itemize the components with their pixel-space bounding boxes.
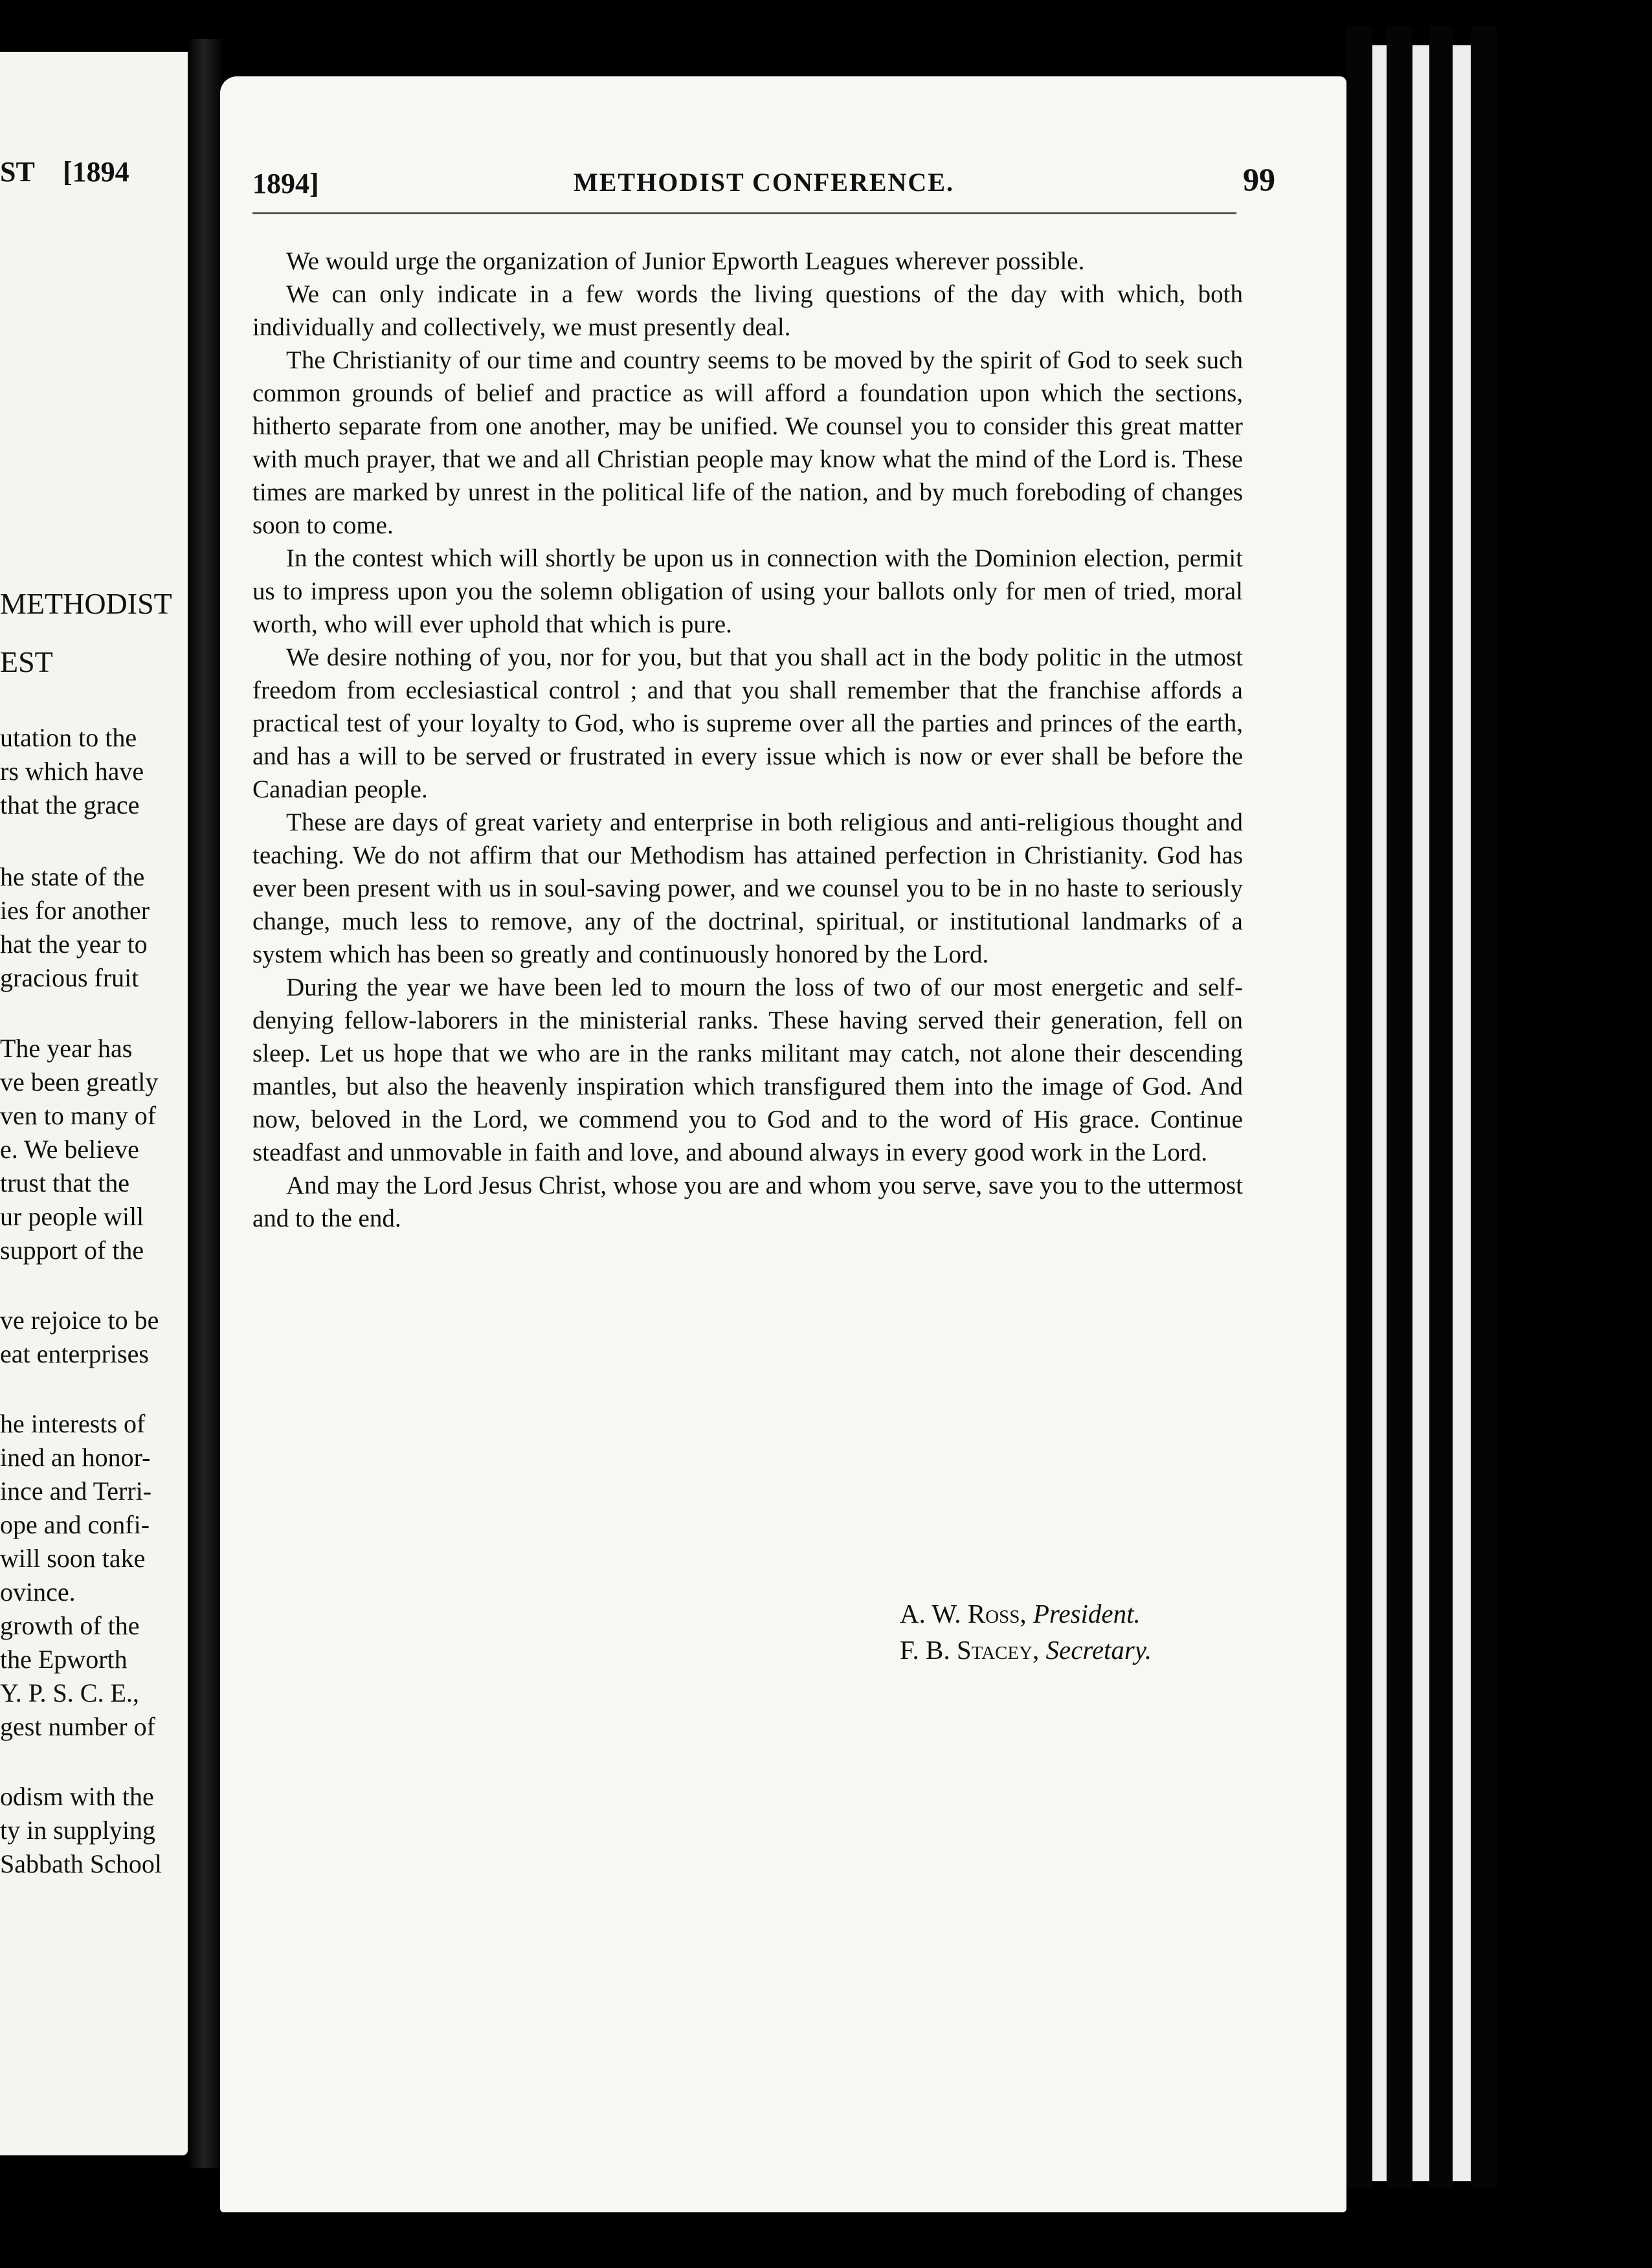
running-head-title: METHODIST CONFERENCE. xyxy=(573,168,954,197)
facing-page xyxy=(0,52,188,2155)
facing-page-line: support of the xyxy=(0,1236,144,1265)
facing-page-line: odism with the xyxy=(0,1782,154,1811)
facing-page-title-line: METHODIST xyxy=(0,587,172,620)
facing-page-line: ve rejoice to be xyxy=(0,1306,159,1335)
paragraph: In the contest which will shortly be upon us in connection with the Dominion election, permit us to impress upon you the solemn obligation of using your ballots only for men of tried, moral worth, who will ever uphold that which is pure. xyxy=(252,544,1243,638)
signature-surname: Stacey, xyxy=(956,1635,1040,1665)
page-number: 99 xyxy=(1243,161,1275,197)
facing-page-title-line: EST xyxy=(0,645,53,678)
page-edge xyxy=(1453,45,1471,2181)
facing-page-line: The year has xyxy=(0,1034,133,1063)
page-edge xyxy=(1387,26,1412,2188)
signature-initials: A. W. xyxy=(900,1599,961,1629)
facing-page-line: trust that the xyxy=(0,1168,129,1197)
facing-page-line: gracious fruit xyxy=(0,963,139,992)
paragraph: These are days of great variety and enterprise in both religious and anti-religious thought and teaching. We do not affirm that our Methodism has attained perfection in Christianity. God has ever been present with us in soul-saving power, and we counsel you to be in no haste to seriously change, much less to remove, any of the doctrinal, spiritual, or institutional landmarks of a system which has been so greatly and continuously honored by the Lord. xyxy=(252,808,1243,968)
facing-page-line: ty in supplying xyxy=(0,1816,156,1845)
facing-page-line: e. We believe xyxy=(0,1135,139,1164)
facing-page-line: eat enterprises xyxy=(0,1339,149,1368)
facing-page-line: ur people will xyxy=(0,1202,144,1231)
paragraph: And may the Lord Jesus Christ, whose you are and whom you serve, save you to the uttermost and to the end. xyxy=(252,1172,1243,1232)
facing-page-line: will soon take xyxy=(0,1544,146,1573)
facing-page-running-head: ST [1894 xyxy=(0,156,129,188)
paragraph: We would urge the organization of Junior Epworth Leagues wherever possible. xyxy=(286,247,1085,275)
paragraph: We desire nothing of you, nor for you, but that you shall act in the body politic in the utmost freedom from ecclesiastical control ; and that you shall remember that the franchise affords a practical test of your loyalty to God, who is supreme over all the parties and princes of the earth, and has a will to be served or frustrated in every issue which is now or ever shall be before the Canadian people. xyxy=(252,643,1243,803)
page-edge xyxy=(1372,45,1387,2181)
facing-page-line: ined an honor- xyxy=(0,1443,151,1472)
signature-initials: F. B. xyxy=(900,1635,950,1665)
page-body xyxy=(252,245,1243,1665)
signature-surname: Ross, xyxy=(967,1599,1027,1629)
facing-page-line: ope and confi- xyxy=(0,1510,150,1539)
page-edge xyxy=(1346,26,1372,2188)
paragraph: The Christianity of our time and country seems to be moved by the spirit of God to seek such common grounds of belief and practice as will afford a foundation upon which the sections, hitherto separate from one another, may be unified. We counsel you to consider this great matter with much prayer, that we and all Christian people may know what the mind of the Lord is. These times are marked by unrest in the political life of the nation, and by much foreboding of changes soon to come. xyxy=(252,346,1243,539)
paragraph: We can only indicate in a few words the living questions of the day with which, both individually and collectively, we must presently deal. xyxy=(252,280,1243,341)
page-edge xyxy=(1471,26,1497,2188)
facing-page-line: hat the year to xyxy=(0,929,148,959)
facing-page-line: the Epworth xyxy=(0,1645,128,1674)
facing-page-line: ince and Terri- xyxy=(0,1476,152,1506)
running-head xyxy=(252,161,1275,206)
facing-page-line: ve been greatly xyxy=(0,1067,159,1096)
book-page xyxy=(220,76,1346,2212)
facing-page-line: utation to the xyxy=(0,723,137,752)
facing-page-line: rs which have xyxy=(0,757,144,786)
book-gutter xyxy=(188,39,223,2168)
page-edge xyxy=(1429,26,1453,2188)
facing-page-line: he state of the xyxy=(0,862,145,891)
facing-page-line: ovince. xyxy=(0,1577,76,1606)
facing-page-line: ies for another xyxy=(0,896,150,925)
signature-president xyxy=(900,1597,1141,1630)
running-head-year: 1894] xyxy=(252,168,319,199)
facing-page-line: Sabbath School xyxy=(0,1849,162,1878)
signature-role: Secretary. xyxy=(1045,1635,1152,1665)
paragraph: During the year we have been led to mourn the loss of two of our most energetic and self-denying fellow-laborers in the ministerial ranks. These having served their generation, fell on sleep. Let us hope that we who are in the ranks militant may catch, not alone their descending mantles, but also the heavenly inspiration which transfigured them into the image of God. And now, beloved in the Lord, we commend you to God and to the word of His grace. Continue steadfast and unmovable in faith and love, and abound always in every good work in the Lord. xyxy=(252,973,1243,1166)
facing-page-line: ven to many of xyxy=(0,1101,157,1130)
facing-page-line: that the grace xyxy=(0,790,140,819)
signature-role: President. xyxy=(1032,1599,1141,1629)
signature-secretary xyxy=(900,1634,1152,1667)
facing-page-line: Y. P. S. C. E., xyxy=(0,1678,139,1707)
facing-page-line: growth of the xyxy=(0,1611,140,1640)
facing-page-line: he interests of xyxy=(0,1409,146,1438)
facing-page-line: gest number of xyxy=(0,1712,155,1741)
header-rule xyxy=(252,212,1236,214)
page-edge xyxy=(1412,45,1429,2181)
